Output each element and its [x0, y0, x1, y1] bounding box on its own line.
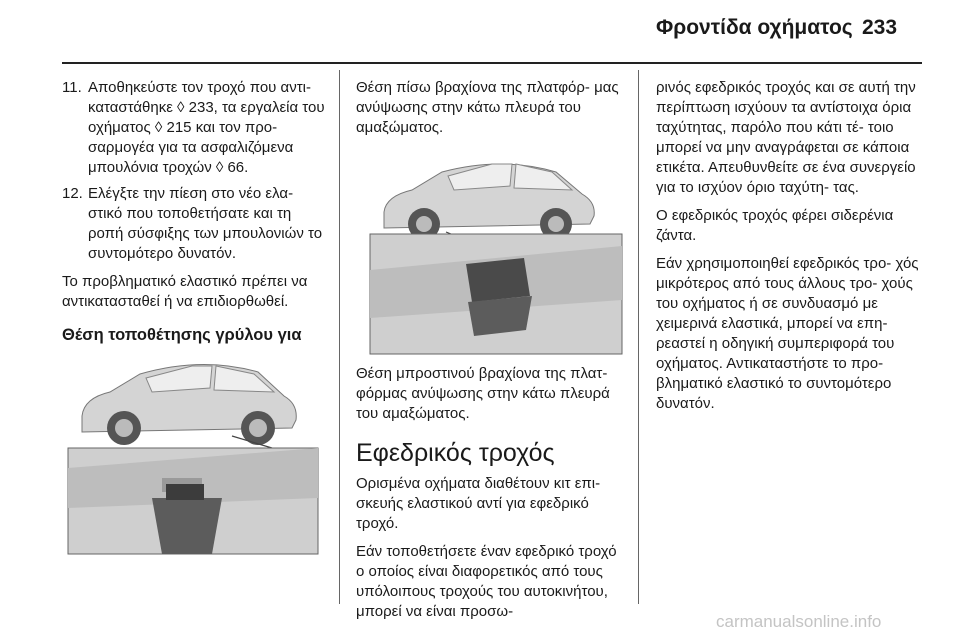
list-item: [62, 78, 330, 178]
paragraph: Ορισμένα οχήματα διαθέτουν κιτ επι- σκευής ελαστικού αντί για εφεδρικό τροχό.: [356, 475, 601, 532]
list-item-number: 11.: [62, 79, 82, 96]
section-subheading: Θέση τοποθέτησης γρύλου για: [62, 326, 302, 344]
section-heading: Εφεδρικός τροχός: [356, 439, 555, 467]
list-item-text: Αποθηκεύστε τον τροχό που αντι- καταστάθηκε ◊ 233, τα εργαλεία του οχήματος ◊ 215 και τον προ- σαρμογέα για τα ασφαλιζόμενα μπουλόνια τροχών ◊ 66.: [88, 79, 325, 176]
lift-arm: [468, 296, 532, 336]
jack-position-figure-rear: [62, 348, 324, 560]
figure-caption: Θέση μπροστινού βραχίονα της πλατ- φόρμας ανύψωσης στην κάτω πλευρά του αμαξώματος.: [356, 365, 610, 422]
list-item: [62, 184, 330, 264]
paragraph: Το προβληματικό ελαστικό πρέπει να αντικατασταθεί ή να επιδιορθωθεί.: [62, 273, 308, 310]
jack-position-figure-front: [356, 150, 626, 360]
page-header-title: Φροντίδα οχήματος: [656, 16, 853, 39]
page-number: 233: [862, 16, 898, 39]
steps-list: [62, 78, 330, 264]
paragraph: Θέση πίσω βραχίονα της πλατφόρ- μας ανύψωσης στην κάτω πλευρά του αμαξώματος.: [356, 79, 619, 136]
header-rule: [62, 62, 922, 64]
list-item-text: Ελέγξτε την πίεση στο νέο ελα- στικό που τοποθετήσατε και τη ροπή σύσφιξης των μπουλονιών το συντομότερο δυνατόν.: [88, 185, 323, 262]
paragraph: Εάν χρησιμοποιηθεί εφεδρικός τρο- χός μικρότερος από τους άλλους τρο- χούς του οχήματος ή σε συνδυασμό με χειμερινά ελαστικά, μπορεί να επη- ρεαστεί η οδηγική συμπεριφορά του οχήματος. Αντικαταστήστε το προ- βληματικό ελαστικό το συντομότερο δυνατόν.: [656, 255, 919, 412]
column-divider-1: [339, 70, 340, 604]
column-3: [656, 78, 924, 422]
list-item-number: 12.: [62, 185, 83, 202]
lift-pad: [166, 484, 204, 500]
column-2-lower: [356, 364, 628, 630]
lift-pad: [466, 258, 530, 302]
watermark: carmanualsonline.info: [716, 612, 882, 631]
paragraph: Ο εφεδρικός τροχός φέρει σιδερένια ζάντα.: [656, 207, 894, 244]
paragraph: ρινός εφεδρικός τροχός και σε αυτή την περίπτωση ισχύουν τα αντίστοιχα όρια ταχύτητας, παρόλο που κάτι τέ- τοιο μπορεί να μην αναγράφεται σε κάποια ετικέτα. Απευθυνθείτε σε ένα συνεργείο για το ισχύον όριο ταχύτη- τας.: [656, 79, 916, 196]
column-divider-2: [638, 70, 639, 604]
column-2: [356, 78, 628, 146]
lift-arm: [152, 498, 222, 554]
paragraph: Εάν τοποθετήσετε έναν εφεδρικό τροχό ο οποίος είναι διαφορετικός από τους υπόλοιπους τροχούς του αυτοκινήτου, μπορεί να είναι προσω-: [356, 543, 617, 620]
column-1: [62, 78, 330, 378]
